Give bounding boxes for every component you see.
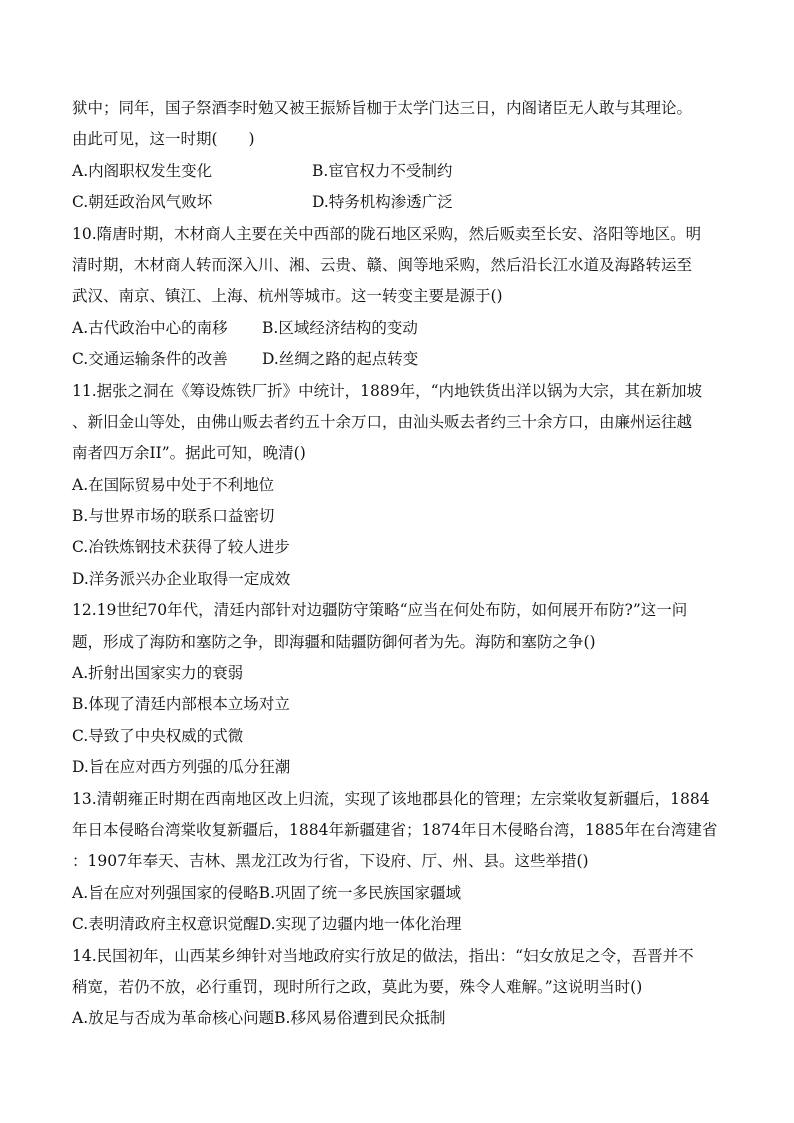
option-c: C.交通运输条件的改善 bbox=[72, 350, 228, 369]
question-list bbox=[72, 93, 722, 1035]
option-d: D.洋务派兴办企业取得一定成效 bbox=[72, 569, 291, 588]
question-11-stem-line: 、新旧金山等处，由佛山贩去者约五十余万口，由汕头贩去者约三十余方口，由廉州运往越 bbox=[72, 412, 693, 431]
question-11-stem-line: 11.据张之洞在《筹设炼铁厂折》中统计，1889年，“内地铁货出洋以锅为大宗，其在新加坡 bbox=[72, 381, 703, 400]
question-14 bbox=[72, 941, 722, 1035]
question-12 bbox=[72, 595, 722, 783]
question-12-stem-line: 12.19世纪70年代，清廷内部针对边疆防守策略“应当在何处布防，如何展开布防?”这一问 bbox=[72, 601, 688, 620]
question-10 bbox=[72, 219, 722, 376]
question-9 bbox=[72, 93, 722, 219]
option-b: B.与世界市场的联系口益密切 bbox=[72, 507, 275, 526]
question-13-stem-line: ：1907年奉天、吉林、黑龙江改为行省，下设府、厅、州、县。这些举措() bbox=[72, 852, 589, 871]
question-12-stem-line: 题，形成了海防和塞防之争，即海疆和陆疆防御何者为先。海防和塞防之争() bbox=[72, 632, 596, 651]
question-11-stem-line: 南者四万余II”。据此可知，晚清() bbox=[72, 444, 306, 463]
question-9-stem-line: 狱中；同年，国子祭酒李时勉又被王振矫旨枷于太学门达三日，内阁诸臣无人敢与其理论。 bbox=[72, 99, 693, 117]
question-10-options-row bbox=[72, 313, 722, 344]
option-a: A.折射出国家实力的衰弱 bbox=[72, 664, 244, 683]
options-a-b: A.旨在应对列强国家的侵略B.巩固了统一多民族国家疆域 bbox=[72, 883, 461, 902]
option-a: A.古代政治中心的南移 bbox=[72, 318, 228, 337]
option-b: B.体现了清廷内部根本立场对立 bbox=[72, 695, 290, 714]
options-c-d: C.表明清政府主权意识觉醒D.实现了边疆内地一体化治理 bbox=[72, 915, 462, 934]
question-10-stem-line: 10.隋唐时期，木材商人主要在关中西部的陇石地区采购，然后贩卖至长安、洛阳等地区。明 bbox=[72, 224, 702, 243]
option-d: D.丝绸之路的起点转变 bbox=[262, 350, 419, 369]
question-13 bbox=[72, 784, 722, 941]
option-d: D.旨在应对西方列强的瓜分狂潮 bbox=[72, 758, 291, 777]
option-a: A.内阁职权发生变化 bbox=[72, 161, 213, 180]
option-d: D.特务机构渗透广泛 bbox=[312, 193, 453, 212]
question-9-options-row bbox=[72, 187, 722, 218]
question-9-stem-line: 由此可见，这一时期( ) bbox=[72, 130, 255, 149]
question-11 bbox=[72, 376, 722, 596]
option-b: B.区域经济结构的变动 bbox=[262, 318, 418, 337]
question-13-stem-line: 13.清朝雍正时期在西南地区改上归流，实现了该地郡县化的管理；左宗棠收复新疆后，1884 bbox=[72, 789, 710, 808]
option-b: B.宦官权力不受制约 bbox=[312, 161, 453, 180]
question-10-stem-line: 清时期，木材商人转而深入川、湘、云贵、赣、闽等地采购，然后沿长江水道及海路转运至 bbox=[72, 255, 693, 274]
option-a: A.在国际贸易中处于不利地位 bbox=[72, 475, 275, 494]
option-c: C.朝廷政治风气败坏 bbox=[72, 193, 213, 212]
question-14-stem-line: 稍宽，若仍不放，必行重罚，现时所行之政，莫此为要，殊令人难解。”这说明当时() bbox=[72, 977, 643, 996]
question-9-options-row bbox=[72, 156, 722, 187]
question-14-stem-line: 14.民国初年，山西某乡绅针对当地政府实行放足的做法，指出：“妇女放足之令，吾晋并不 bbox=[72, 946, 694, 965]
option-c: C.冶铁炼钢技术获得了较人进步 bbox=[72, 538, 290, 557]
question-13-stem-line: 年日本侵略台湾棠收复新疆后，1884年新疆建省；1874年日木侵略台湾，1885年在台湾建省 bbox=[72, 820, 718, 839]
question-10-options-row bbox=[72, 344, 722, 375]
options-a-b: A.放足与否成为革命核心问题B.移风易俗遭到民众抵制 bbox=[72, 1009, 446, 1028]
question-10-stem-line: 武汉、南京、镇江、上海、杭州等城市。这一转变主要是源于() bbox=[72, 287, 503, 306]
option-c: C.导致了中央权威的式微 bbox=[72, 726, 244, 745]
